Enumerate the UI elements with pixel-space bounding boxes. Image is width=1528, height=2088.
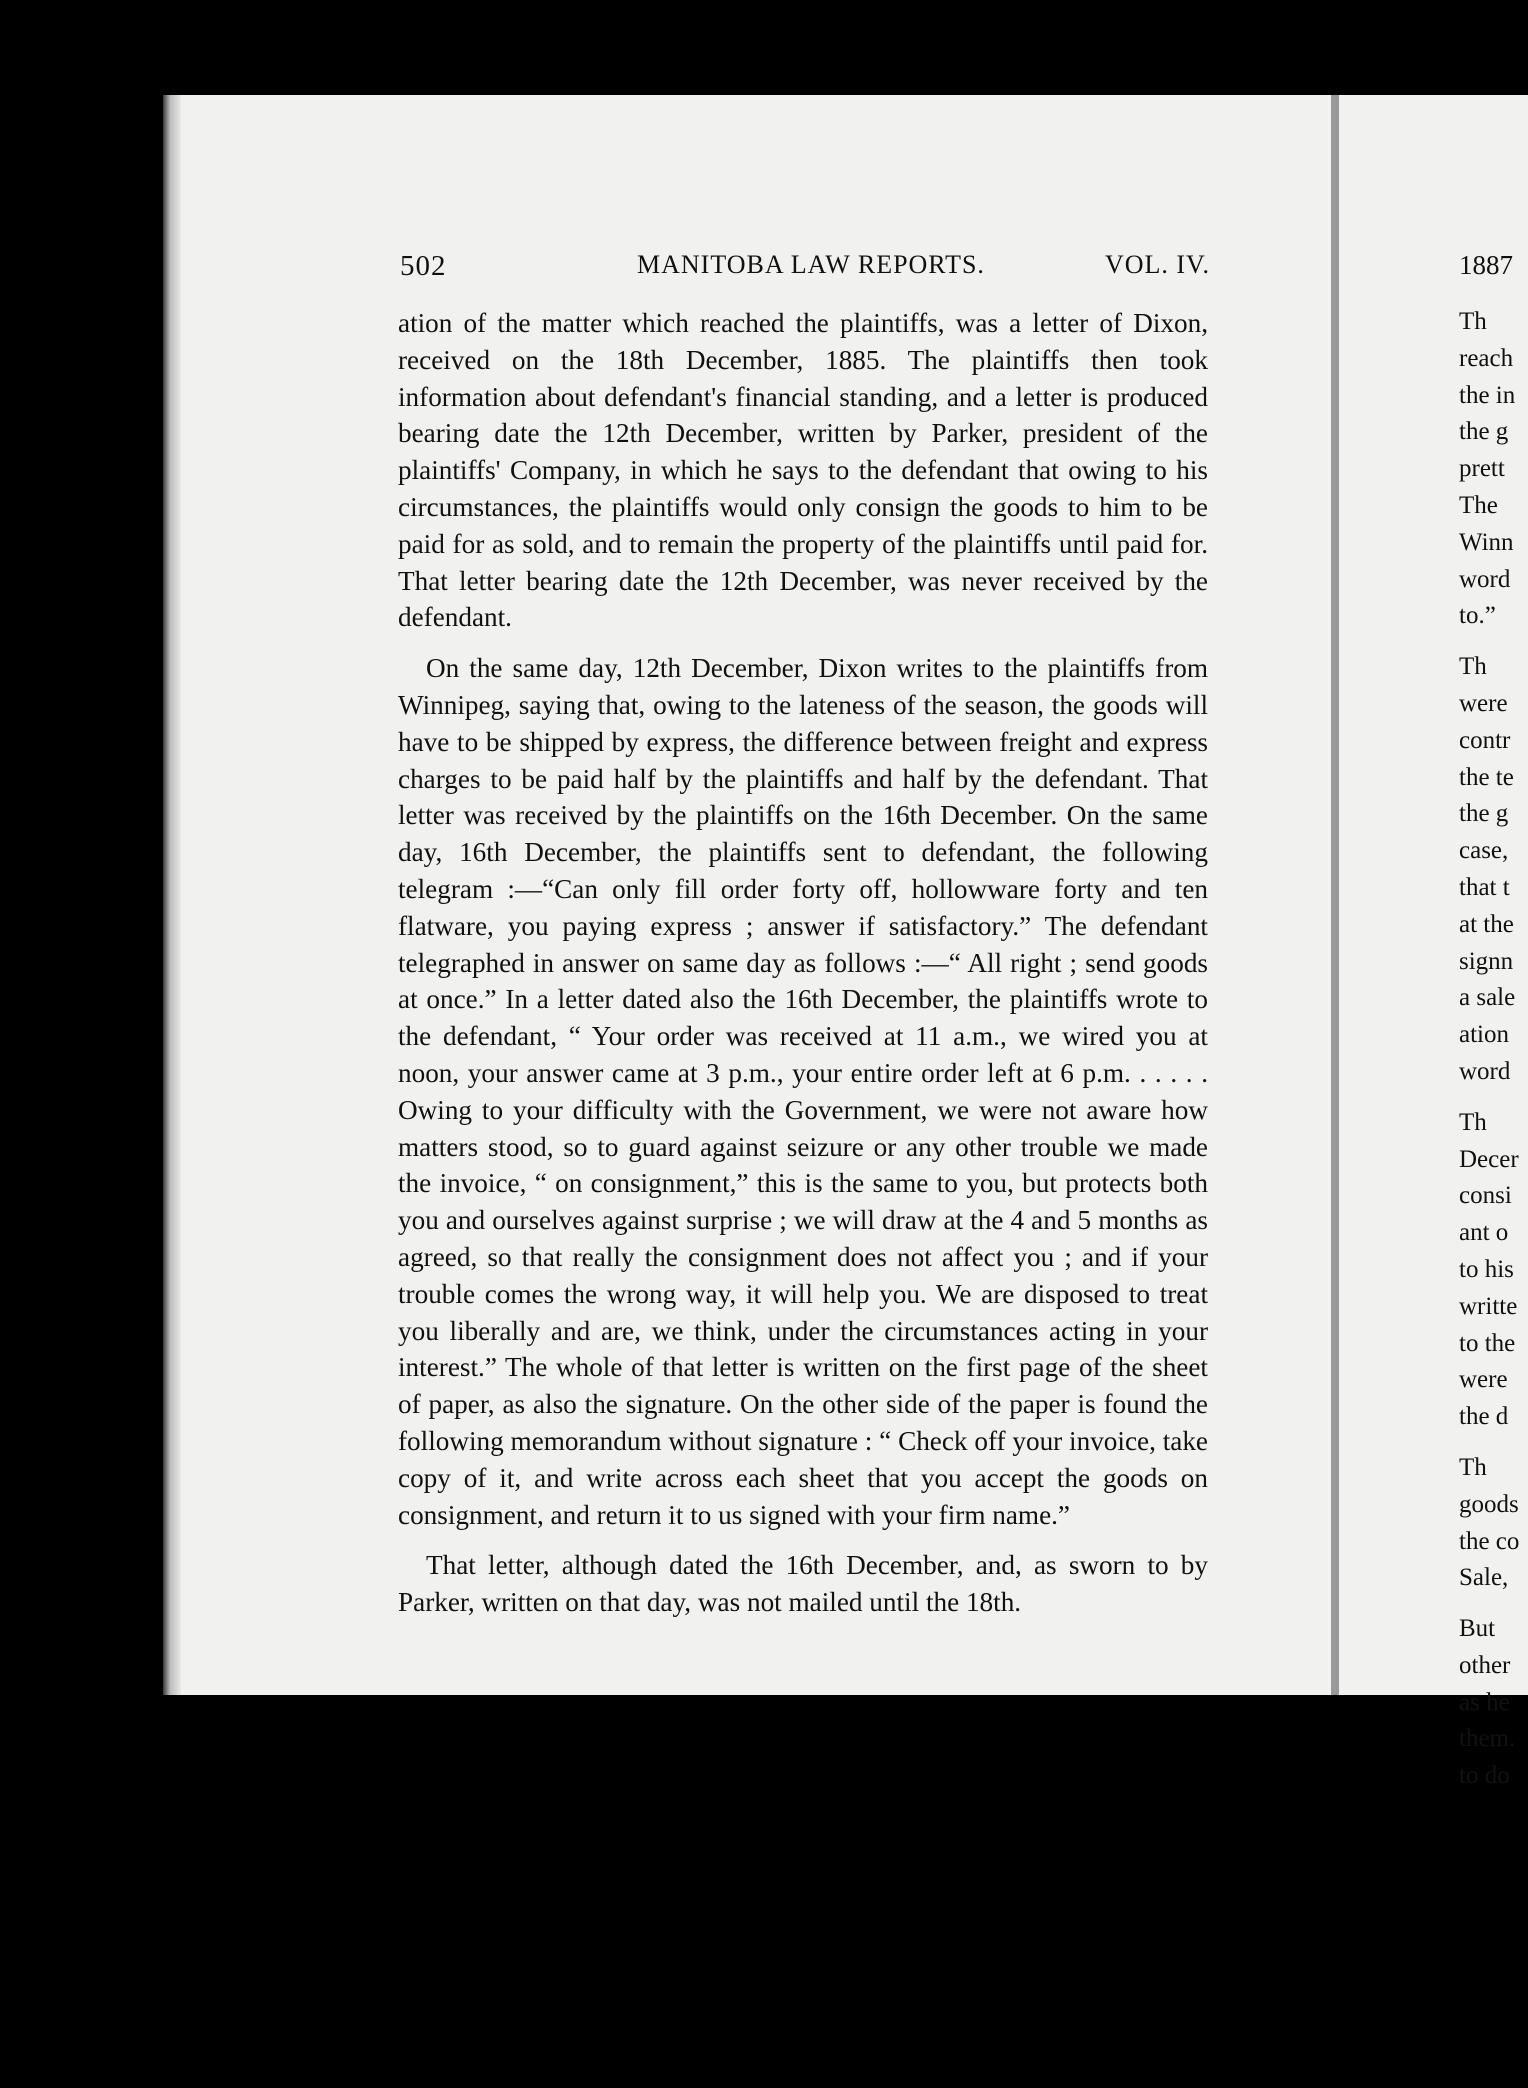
right-page-line-fragment: writte (1459, 1292, 1518, 1320)
right-page-line-fragment: the in (1459, 381, 1516, 409)
right-page-line-fragment: at the (1459, 910, 1514, 938)
right-page-line-fragment: goods (1459, 1490, 1519, 1518)
right-page-line-fragment: case, (1459, 837, 1509, 865)
right-page-line-fragment: to the (1459, 1329, 1516, 1357)
right-page-line-fragment: Th (1459, 1453, 1487, 1481)
right-page-line-fragment: were (1459, 1366, 1508, 1394)
main-text (398, 305, 1208, 1635)
right-page-line-fragment: to his (1459, 1255, 1514, 1283)
right-page-line-fragment: Winn (1459, 528, 1514, 556)
right-page-line-fragment: Th (1459, 308, 1487, 335)
right-page-text-fragments (1459, 250, 1528, 1795)
right-page-line-fragment: the d (1459, 1403, 1509, 1431)
right-page-line-fragment: word (1459, 565, 1511, 593)
right-page-line-fragment: to.” (1459, 602, 1496, 630)
volume-label: VOL. IV. (1104, 250, 1210, 279)
right-page-line-fragment: as he (1459, 1688, 1510, 1716)
paragraph: That letter, although dated the 16th December, and, as sworn to by Parker, written on that day, was not mailed until the 18th. (398, 1550, 1208, 1618)
right-page-line-fragment: the te (1459, 763, 1514, 791)
right-page-line-fragment: the g (1459, 418, 1509, 446)
page-number: 502 (400, 250, 447, 282)
right-page-line-fragment: ation (1459, 1021, 1509, 1049)
right-page-line-fragment: the g (1459, 800, 1509, 828)
right-page-number: 1887 (1459, 250, 1513, 280)
right-page-line-fragment: reach (1459, 344, 1514, 372)
right-page-line-fragment: them. (1459, 1725, 1516, 1753)
right-page-line-fragment: signn (1459, 947, 1514, 975)
right-page-line-fragment: that t (1459, 873, 1510, 901)
right-page-line-fragment: the co (1459, 1527, 1520, 1555)
right-page-line-fragment: Decer (1459, 1145, 1519, 1173)
paragraph: ation of the matter which reached the plaintiffs, was a letter of Dixon, received on the 18th December, 1885. The plaintiffs then took information about defendant's financial standing, and a letter is produced bearing date the 12th December, written by Parker, president of the plaintiffs' Company, in which he says to the defendant that owing to his circumstances, the plaintiffs would only consign the goods to him to be paid for as sold, and to remain the property of the plaintiffs until paid for. That letter bearing date the 12th December, was never received by the defendant. (398, 308, 1208, 633)
right-page-line-fragment: Sale, (1459, 1564, 1509, 1592)
right-page-line-fragment: Th (1459, 1108, 1487, 1136)
right-page-line-fragment: The (1459, 491, 1498, 519)
right-page-line-fragment: other (1459, 1651, 1511, 1679)
right-page-line-fragment: prett (1459, 455, 1505, 483)
right-page-line-fragment: ant o (1459, 1219, 1509, 1247)
right-page-line-fragment: a sale (1459, 984, 1516, 1012)
right-page-line-fragment: But (1459, 1615, 1496, 1643)
right-page-line-fragment: contr (1459, 726, 1511, 754)
running-title: MANITOBA LAW REPORTS. (637, 250, 985, 279)
running-header (400, 250, 1210, 290)
right-page-line-fragment: to do (1459, 1762, 1510, 1790)
page-gutter (1331, 95, 1339, 1695)
paragraph: On the same day, 12th December, Dixon writes to the plaintiffs from Winnipeg, saying that, owing to the lateness of the season, the goods will have to be shipped by express, the difference between freight and express charges to be paid half by the plaintiffs and half by the defendant. That letter was received by the plaintiffs on the 16th December. On the same day, 16th December, the plaintiffs sent to defendant, the following telegram :—“Can only fill order forty off, hollowware forty and ten flatware, you paying express ; answer if satisfactory.” The defendant telegraphed in answer on same day as follows :—“ All right ; send goods at once.” In a letter dated also the 16th December, the plaintiffs wrote to the defendant, “ Your order was received at 11 a.m., we wired you at noon, your answer came at 3 p.m., your entire order left at 6 p.m. . . . . . Owing to your difficulty with the Government, we were not aware how matters stood, so to guard against seizure or any other trouble we made the invoice, “ on consignment,” this is the same to you, but protects both you and ourselves against surprise ; we will draw at the 4 and 5 months as agreed, so that really the consignment does not affect you ; and if your trouble comes the wrong way, it will help you. We are disposed to treat you liberally and are, we think, under the circumstances acting in your interest.” The whole of that letter is written on the first page of the sheet of paper, as also the signature. On the other side of the paper is found the following memorandum without signature : “ Check off your invoice, take copy of it, and write across each sheet that you accept the goods on consignment, and return it to us signed with your firm name.” (398, 653, 1208, 1530)
right-page-line-fragment: consi (1459, 1182, 1512, 1210)
right-page-line-fragment: word (1459, 1057, 1511, 1085)
right-page-line-fragment: were (1459, 689, 1508, 717)
right-page-line-fragment: Th (1459, 653, 1487, 681)
